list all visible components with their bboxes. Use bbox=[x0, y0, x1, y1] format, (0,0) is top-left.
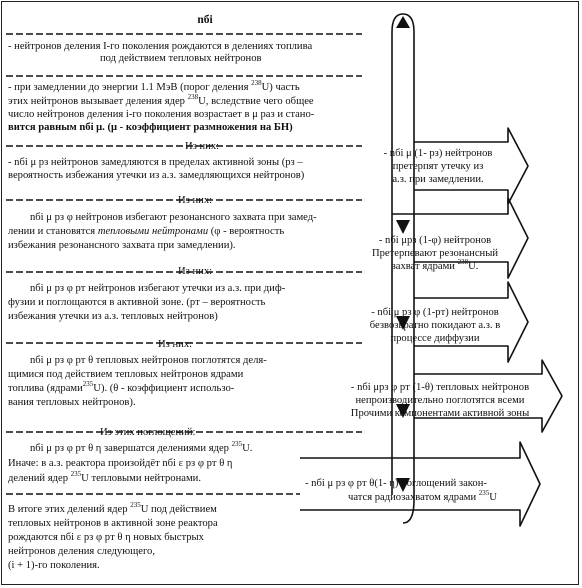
arrow-5-line-1: - nбi μ pз φ pт θ(1- η) поглощений закон- bbox=[305, 478, 487, 489]
block-5-line-1: nбi μ pз φ pт нейтронов избегают утечки из а.з. при диф- bbox=[30, 283, 286, 294]
block-8-line-2: тепловых нейтронов в активной зоне реактора bbox=[8, 518, 218, 529]
arrow-2-line-3: захват ядрами $^{238}$U. bbox=[391, 258, 479, 272]
block-2-line-4: вится равным nбi μ. (μ - коэффициент размножения на БН) bbox=[8, 122, 293, 133]
block-4-line-1: nбi μ pз φ нейтронов избегают резонансного захвата при замед- bbox=[30, 212, 317, 223]
up-arrowhead bbox=[396, 16, 410, 28]
block-5-line-2: фузии и поглощаются в активной зоне. (pт – вероятность bbox=[8, 297, 266, 308]
block-7-line-1: nбi μ pз φ pт θ η завершатся делениями ядер $^{235}$U. bbox=[30, 440, 253, 454]
block-4-line-2: лении и становятся тепловыми нейтронами (φ - вероятность bbox=[8, 226, 285, 237]
block-6-line-2: щимися под действием тепловых нейтронов ядрами bbox=[8, 369, 244, 380]
block-8-line-4: нейтронов деления следующего, bbox=[8, 546, 155, 557]
block-6-line-3: топлива (ядрами$^{235}$U). (θ - коэффициент использо- bbox=[8, 380, 235, 394]
block-7-line-3: делений ядер $^{235}$U тепловыми нейтронами. bbox=[8, 470, 201, 484]
arrow-1-line-3: а.з. при замедлении. bbox=[392, 174, 484, 185]
block-2-line-3: число нейтронов деления i-го поколения возрастает в μ раз и стано- bbox=[8, 109, 315, 120]
arrow-3-line-2: безвозвратно покидают а.з. в bbox=[369, 320, 501, 331]
from-them-label-2: Из них: bbox=[178, 195, 213, 206]
from-absorptions-label: Из этих поглощений: bbox=[100, 427, 196, 438]
arrow-4-line-3: Прочими компонентами активной зоны bbox=[350, 408, 530, 419]
arrow-1-line-1: - nбi μ (1- pз) нейтронов bbox=[383, 148, 493, 159]
block-2-line-1: - при замедлении до энергии 1.1 МэВ (порог деления $^{238}$U) часть bbox=[8, 79, 300, 93]
block-6-line-1: nбi μ pз φ pт θ тепловых нейтронов поглотятся деля- bbox=[30, 355, 267, 366]
arrow-4-line-2: непроизводительно поглотятся всеми bbox=[355, 395, 525, 406]
header-symbol: nбi bbox=[197, 14, 213, 26]
block-8-line-3: рождаются nбi ε pз φ pт θ η новых быстрых bbox=[8, 532, 204, 543]
from-them-label-1: Из них: bbox=[185, 141, 220, 152]
block-8-line-1: В итоге этих делений ядер $^{235}$U под действием bbox=[8, 501, 217, 515]
block-8-line-5: (i + 1)-го поколения. bbox=[8, 560, 100, 571]
block-5-line-3: избежания утечки из а.з. тепловых нейтронов) bbox=[8, 311, 218, 322]
arrow-1-line-2: претерпят утечку из bbox=[392, 161, 484, 172]
arrow-5-line-2: чатся радиозахватом ядрами $^{235}$U bbox=[348, 489, 497, 503]
arrow-2-line-1: - nбi μpз (1-φ) нейтронов bbox=[378, 235, 492, 246]
block-1-line-2: под действием тепловых нейтронов bbox=[100, 53, 262, 64]
block-4-line-3: избежания резонансного захвата при замедлении). bbox=[8, 240, 236, 251]
block-1-line-1: - нейтронов деления I-го поколения рождаются в делениях топлива bbox=[8, 41, 313, 52]
from-them-label-3: Из них: bbox=[178, 266, 213, 277]
block-3-line-2: вероятность избежания утечки из а.з. замедляющихся нейтронов) bbox=[8, 170, 305, 181]
block-3-line-1: - nбi μ pз нейтронов замедляются в пределах активной зоны (pз – bbox=[8, 157, 303, 168]
from-them-label-4: Из них: bbox=[158, 339, 193, 350]
block-2-line-2: этих нейтронов вызывает деления ядер $^{238}$U, вследствие чего общее bbox=[8, 93, 314, 107]
arrow-3-line-1: - nбi μ pз φ (1-pт) нейтронов bbox=[371, 307, 499, 318]
arrow-4-line-1: - nбi μpз φ pт (1-θ) тепловых нейтронов bbox=[350, 382, 530, 393]
block-6-line-4: вания тепловых нейтронов). bbox=[8, 397, 136, 408]
block-7-line-2: Иначе: в а.з. реактора произойдёт nбi ε pз φ pт θ η bbox=[8, 458, 233, 469]
down-arrowhead-1 bbox=[396, 220, 410, 234]
arrow-3-line-3: процессе диффузии bbox=[390, 333, 480, 344]
arrow-2-line-2: Претерпевают резонансный bbox=[371, 248, 498, 259]
